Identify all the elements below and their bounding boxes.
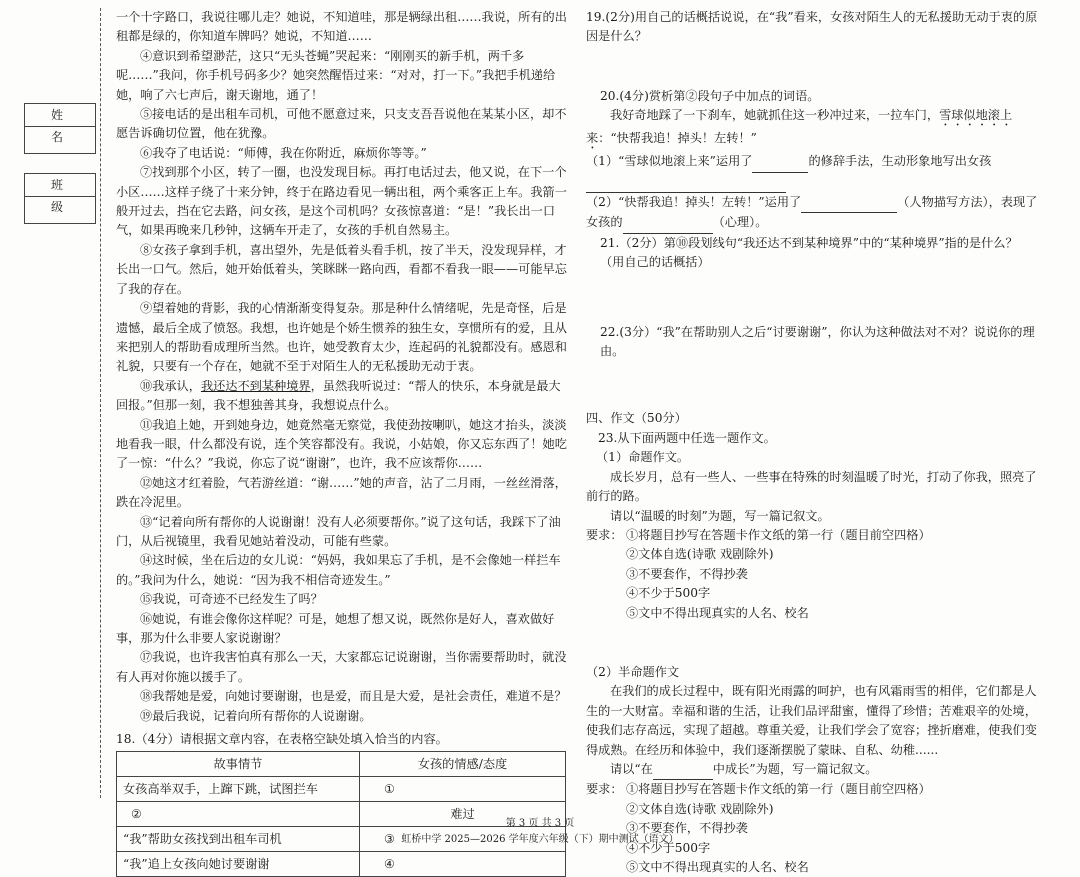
passage-paragraph: ⑦找到那个小区，转了一圈，也没发现目标。再打电话过去，他又说，在下一个小区……这样子绕了十来分钟，终于在路边看见一辆出租，两个乘客正上车。我箭一般开过去，挡在它去路，问女孩，是这个司机吗？女孩惊喜道：“是！”我长出一口气，如果再晚来几秒钟，这辆车开走了，女孩的手机自然易主。 [116,165,567,238]
question-23: 23.从下面两题中任选一题作文。 [598,430,776,445]
table-cell: 难过 [360,802,566,827]
exam-title: 虹桥中学 2025—2026 学年度六年级（下）期中测试（语文） [401,834,679,845]
passage-paragraph: ⑬“记着向所有帮你的人说谢谢！没有人必须要帮你。”说了这句话，我踩下了油门，从后视镜里，我看见她站着没动，可能有些蒙。 [116,514,561,548]
passage-paragraph: ⑧女孩子拿到手机，喜出望外，先是低着头看手机，按了半天，没发现异样，才长出一口气。然后，她开始低着头，笑眯眯一路向西，看都不看我一眼——可能早忘了我的存在。 [116,242,567,296]
composition-2-title: （2）半命题作文 [586,664,680,679]
requirement-item: ③不要套作，不得抄袭 [626,821,748,836]
answer-space[interactable] [586,47,1038,87]
q20-2c: （心理）。 [712,215,768,230]
composition-1-title: （1）命题作文。 [596,450,690,465]
q20-2b: （人物描写方法），表现了女孩的 [586,195,1038,230]
answer-cell[interactable]: ④ [360,852,566,877]
fill-blank[interactable] [586,173,786,193]
answer-space[interactable] [586,273,1038,323]
passage-paragraph: ⑱我帮她是爱，向她讨要谢谢，也是爱，而且是大爱，是社会责任，难道不是？ [140,689,567,704]
q20-2a: （2）“快帮我追！掉头！左转！”运用了 [586,195,802,210]
passage-paragraph: 一个十字路口，我说往哪儿走？她说，不知道哇，那是辆绿出租……我说，所有的出租都是绿的，你知道车牌吗？她说，不知道…… [116,10,567,44]
requirements-1 [586,526,1038,623]
p10-pre: ⑩我承认， [140,378,201,393]
table-row [117,777,566,802]
passage-paragraph: ④意识到希望渺茫，这只“无头苍蝇”哭起来：“刚刚买的新手机，两千多呢……”我问，你手机号码多少？她突然醒悟过来：“对对，打一下。”我把手机递给她，响了六七声后，谢天谢地，通了！ [116,48,556,102]
q20-1a: （1）“雪球似地滚上来”运用了 [586,154,753,169]
table-cell: “我”帮助女孩找到出租车司机 [117,827,360,852]
requirements-label: 要求： [586,782,623,797]
requirement-item: ①将题目抄写在答题卡作文纸的第一行（题目前空四格） [626,527,931,542]
q20-part2 [586,193,1038,234]
name-label: 姓 名 [25,104,95,127]
table-cell: 女孩高举双手，上蹿下跳，试图拦车 [117,777,360,802]
composition-1-task: 请以“温暖的时刻”为题，写一篇记叙文。 [610,508,830,523]
passage-paragraph: ⑰我说，也许我害怕真有那么一天，大家都忘记说谢谢，当你需要帮助时，就没有人再对你施以援手了。 [116,650,567,684]
passage-paragraph: ⑫她这才红着脸，气若游丝道：“谢……”她的声音，沾了二月雨，一丝丝滑落，跌在冷泥里。 [116,475,567,510]
passage-paragraph: ⑤接电话的是出租车司机，可他不愿意过来，只支支吾吾说他在某某小区，却不愿告诉确切位置，他在犹豫。 [116,107,567,141]
answer-cell[interactable]: ① [360,777,566,802]
table-header: 故事情节 [117,752,360,777]
passage-paragraph: ⑨望着她的背影，我的心情渐渐变得复杂。那是种什么情绪呢，先是奇怪，后是遗憾，最后全成了愤怒。我想，也许她是个娇生惯养的独生女，享惯所有的爱，且从来把别人的帮助看成理所当然。也许，她受教育太少，连起码的礼貌都没有。感恩和礼貌，只要有一个存在，她就不至于对陌生人的无私援助无动于衷。 [116,301,567,374]
class-box [24,173,96,224]
left-column [116,8,570,877]
class-label: 班 级 [25,174,95,197]
requirement-item: ⑤文中不得出现真实的人名、校名 [626,605,809,620]
fill-blank[interactable] [752,152,808,172]
right-column [586,8,1038,877]
passage-paragraph: ⑮我说，可奇迹不已经发生了吗？ [140,592,323,607]
binding-margin [0,0,112,847]
underlined-sentence: 我还达不到某种境界 [200,378,311,393]
name-box [24,103,96,154]
passage-paragraph-10 [116,377,570,416]
q20-quote-pre: 我好奇地踩了一下刹车，她就抓住这一秒冲过来，一拉车门， [610,108,940,123]
question-22: 22.(3分）“我”在帮助别人之后“讨要谢谢”，你认为这种做法对不对？说说你的理由。 [600,324,1035,359]
question-19: 19.(2分)用自己的话概括说说，在“我”看来，女孩对陌生人的无私援助无动于衷的原因是什么？ [586,10,1038,44]
requirement-item: ②文体自选(诗歌 戏剧除外) [626,547,774,562]
q20-part1 [586,152,1038,193]
q20-quote [586,106,1038,152]
passage-paragraph: ⑯她说，有谁会像你这样呢？可是，她想了想又说，既然你是好人，喜欢做好事，那为什么非要人家说谢谢？ [116,611,555,645]
page-number: 第 3 页 共 3 页 [505,818,575,829]
question-20: 20.(4分)赏析第②段句子中加点的词语。 [600,88,820,103]
requirement-item: ②文体自选(诗歌 戏剧除外) [626,801,774,816]
requirement-item: ③不要套作，不得抄袭 [626,566,748,581]
p10-post: ，虽然我听说过：“帮人的快乐，本身就是最大回报。”但那一刻，我不想独善其身，我想说点什么。 [116,378,561,413]
table-header: 女孩的情感/态度 [360,752,566,777]
q20-quote-post: ：“快帮我追！掉头！左转！” [598,131,757,146]
requirement-item: ⑤文中不得出现真实的人名、校名 [626,860,809,874]
passage-paragraph: ⑪我追上她，开到她身边，她竟然毫无察觉，我使劲按喇叭，她这才抬头，淡淡地看我一眼，什么都没有说，连个笑容都没有。我说，小姑娘，你又忘东西了！她吃了一惊：“什么？”我说，你忘了说“谢谢”，也许，我不应该帮你…… [116,417,567,471]
requirement-item: ④不少于500字 [626,840,711,855]
answer-cell[interactable]: ② [117,802,360,827]
composition-1-prompt: 成长岁月，总有一些人、一些事在特殊的时刻温暖了时光，打动了你我，照亮了前行的路。 [586,469,1037,504]
section-composition: 四、作文（50分） [586,411,687,426]
requirement-item: ④不少于500字 [626,586,711,601]
fill-blank[interactable] [653,760,713,780]
table-header-row [117,752,566,777]
table-cell: “我”追上女孩向她讨要谢谢 [117,852,360,877]
dotted-words: 雪球似地滚上来 [586,108,1013,146]
requirement-item: ①将题目抄写在答题卡作文纸的第一行（题目前空四格） [626,782,931,797]
c2-task-post: 中成长”为题，写一篇记叙文。 [712,761,878,776]
answer-cell[interactable]: ③ [360,827,566,852]
fill-blank[interactable] [801,193,897,213]
passage-paragraph: ⑲最后我说，记着向所有帮你的人说谢谢。 [140,708,372,723]
passage-paragraph: ⑥我夺了电话说：“师傅，我在你附近，麻烦你等等。” [140,145,427,160]
q20-1b: 的修辞手法，生动形象地写出女孩 [808,154,992,169]
passage-paragraph: ⑭这时候，坐在后边的女儿说：“妈妈，我如果忘了手机，是不会像她一样拦车的。”我问为什么，她说：“因为我不相信奇迹发生。” [116,553,561,587]
composition-2-prompt: 在我们的成长过程中，既有阳光雨露的呵护，也有风霜雨雪的相伴，它们都是人生的一大财富。幸福和谐的生活，让我们品评甜蜜，懂得了珍惜；苦难艰辛的处境，使我们志存高远，实现了超越。尊重关爱，让我们学会了宽容；挫折磨难，使我们变得成熟。在经历和体验中，我们逐渐摆脱了蒙昧、自私、幼稚...... [586,684,1037,757]
question-18: 18.（4分）请根据文章内容，在表格空缺处填入恰当的内容。 [116,732,448,747]
question-21: 21.（2分）第⑩段划线句“我还达不到某种境界”中的“某种境界”指的是什么？（用自己的话概括） [600,235,1018,270]
fill-blank[interactable] [623,213,713,233]
table-row [117,852,566,877]
answer-space[interactable] [586,361,1038,409]
c2-task-pre: 请以“在 [610,761,653,776]
requirements-label: 要求： [586,527,623,542]
binding-dashed-line [100,8,101,798]
composition-2-task [586,760,1038,780]
